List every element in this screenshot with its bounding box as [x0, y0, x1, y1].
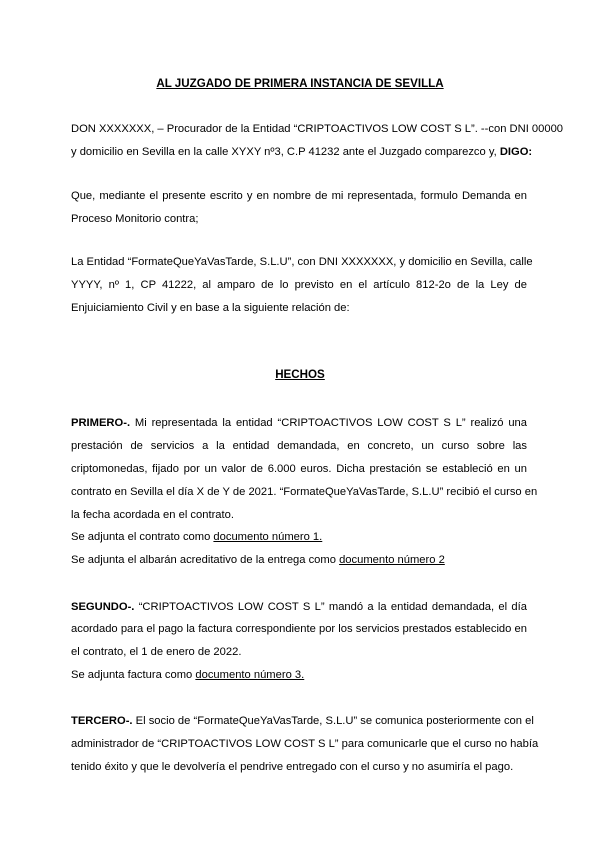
para3-line-2: YYYY, nº 1, CP 41222, al amparo de lo previsto en el artículo 812-2o de la Ley de [71, 279, 527, 291]
tercero-line-2: administrador de “CRIPTOACTIVOS LOW COST S L” para comunicarle que el curso no había [71, 738, 539, 750]
segundo-line-3: el contrato, el 1 de enero de 2022. [71, 646, 242, 658]
documento-1-ref: documento número 1. [213, 531, 323, 543]
segundo-line-2: acordado para el pago la factura correspondiente por los servicios prestados establecido en [71, 623, 527, 635]
documento-3-ref: documento número 3. [195, 669, 305, 681]
attach-2-text: Se adjunta el albarán acreditativo de la entrega como [71, 554, 340, 566]
tercero-line-3: tenido éxito y que le devolvería el pendrive entregado con el curso y no asumiría el pago. [71, 761, 514, 773]
para2-line-2: Proceso Monitorio contra; [71, 213, 199, 225]
attach-1-text: Se adjunta el contrato como [71, 531, 214, 543]
segundo-line-1 [71, 600, 527, 614]
tercero-label: TERCERO-. [71, 715, 133, 727]
primero-line-5: la fecha acordada en el contrato. [71, 509, 234, 521]
documento-2-ref: documento número 2 [339, 554, 445, 566]
tercero-line-1 [71, 714, 534, 728]
primero-line-4: contrato en Sevilla el día X de Y de 2021. “FormateQueYaVasTarde, S.L.U” recibió el curso en [71, 486, 538, 498]
document-title: AL JUZGADO DE PRIMERA INSTANCIA DE SEVILLA [156, 77, 444, 90]
hechos-heading: HECHOS [275, 368, 325, 381]
intro-line-2-text: y domicilio en Sevilla en la calle XYXY nº3, C.P 41232 ante el Juzgado comparezco y, [71, 146, 500, 158]
attach-3-text: Se adjunta factura como [71, 669, 196, 681]
tercero-line-1-text: El socio de “FormateQueYaVasTarde, S.L.U” se comunica posteriormente con el [132, 715, 534, 727]
primero-line-1 [71, 416, 527, 430]
para3-line-3: Enjuiciamiento Civil y en base a la siguiente relación de: [71, 302, 350, 314]
segundo-label: SEGUNDO-. [71, 601, 135, 613]
intro-line-2 [71, 145, 533, 159]
primero-attach-2 [71, 553, 527, 567]
primero-line-3: criptomonedas, fijado por un valor de 6.000 euros. Dicha prestación se estableció en un [71, 463, 527, 475]
para2-line-1: Que, mediante el presente escrito y en nombre de mi representada, formulo Demanda en [71, 190, 527, 202]
para3-line-1: La Entidad “FormateQueYaVasTarde, S.L.U”, con DNI XXXXXXX, y domicilio en Sevilla, calle [71, 256, 533, 268]
primero-attach-1 [71, 530, 527, 544]
digo-label: DIGO: [499, 146, 533, 158]
primero-line-1-text: Mi representada la entidad “CRIPTOACTIVOS LOW COST S L” realizó una [130, 417, 527, 429]
primero-label: PRIMERO-. [71, 417, 131, 429]
intro-line-1: DON XXXXXXX, – Procurador de la Entidad “CRIPTOACTIVOS LOW COST S L”. --con DNI 00000 [71, 123, 564, 135]
segundo-attach [71, 668, 527, 682]
primero-line-2: prestación de servicios a la entidad demandada, en concreto, un curso sobre las [71, 440, 527, 452]
segundo-line-1-text: “CRIPTOACTIVOS LOW COST S L” mandó a la entidad demandada, el día [134, 601, 527, 613]
